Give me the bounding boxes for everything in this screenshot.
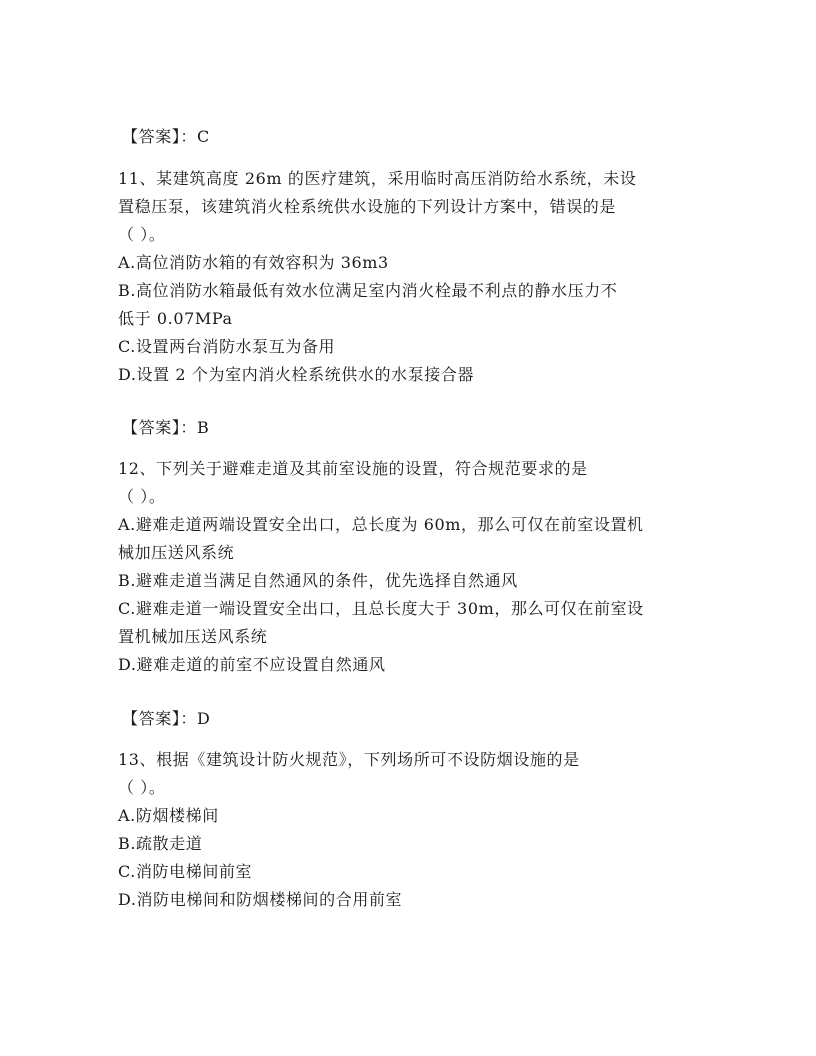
- question-stem-line: （ ）。: [118, 487, 166, 506]
- option-b: B.疏散走道: [118, 834, 203, 853]
- option-c-continued: 置机械加压送风系统: [118, 627, 268, 646]
- option-c: C.消防电梯间前室: [118, 862, 253, 881]
- option-d: D.避难走道的前室不应设置自然通风: [118, 655, 386, 674]
- option-c: C.设置两台消防水泵互为备用: [118, 337, 336, 356]
- question-stem-line: （ ）。: [118, 225, 166, 244]
- option-b-continued: 低于 0.07MPa: [118, 309, 233, 328]
- option-a-continued: 械加压送风系统: [118, 543, 235, 562]
- question-stem-line: 13、根据《建筑设计防火规范》，下列场所可不设防烟设施的是: [118, 750, 580, 769]
- question-stem-line: （ ）。: [118, 778, 166, 797]
- option-b: B.高位消防水箱最低有效水位满足室内消火栓最不利点的静水压力不: [118, 281, 618, 300]
- option-b: B.避难走道当满足自然通风的条件，优先选择自然通风: [118, 571, 518, 590]
- option-a: A.避难走道两端设置安全出口，总长度为 60m，那么可仅在前室设置机: [118, 515, 644, 534]
- answer-line: 【答案】：C: [122, 127, 210, 146]
- answer-line: 【答案】：D: [122, 709, 211, 728]
- option-c: C.避难走道一端设置安全出口，且总长度大于 30m，那么可仅在前室设: [118, 599, 644, 618]
- option-d: D.消防电梯间和防烟楼梯间的合用前室: [118, 890, 403, 909]
- option-d: D.设置 2 个为室内消火栓系统供水的水泵接合器: [118, 365, 475, 384]
- option-a: A.高位消防水箱的有效容积为 36m3: [118, 253, 389, 272]
- question-stem-line: 12、下列关于避难走道及其前室设施的设置，符合规范要求的是: [118, 459, 588, 478]
- question-stem-line: 置稳压泵，该建筑消火栓系统供水设施的下列设计方案中，错误的是: [118, 197, 617, 216]
- answer-line: 【答案】：B: [122, 418, 210, 437]
- question-stem-line: 11、某建筑高度 26m 的医疗建筑，采用临时高压消防给水系统，未设: [118, 169, 637, 188]
- option-a: A.防烟楼梯间: [118, 806, 219, 825]
